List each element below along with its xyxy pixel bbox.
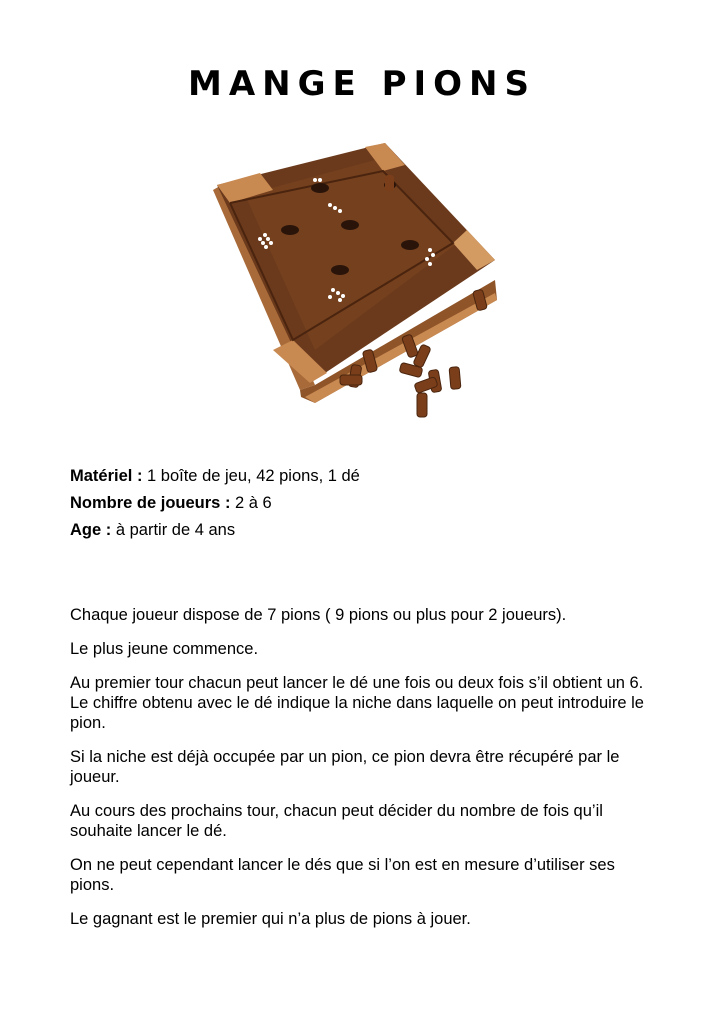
page-title: MANGE PIONS	[188, 64, 536, 104]
pawn	[449, 367, 461, 390]
materiel-value: 1 boîte de jeu, 42 pions, 1 dé	[142, 467, 360, 485]
pawn	[385, 175, 394, 191]
pawn	[417, 393, 427, 417]
rules-paragraph: Le plus jeune commence.	[70, 640, 259, 658]
age-value: à partir de 4 ans	[111, 521, 236, 539]
rules-paragraph: Si la niche est déjà occupée par un pion, ce pion devra être récupéré par le joueur.	[70, 748, 620, 786]
rules-text	[70, 605, 655, 943]
hole	[311, 183, 329, 193]
joueurs-value: 2 à 6	[230, 494, 272, 512]
info-joueurs	[70, 490, 360, 517]
rules-paragraph: Le gagnant est le premier qui n’a plus de pions à jouer.	[70, 910, 471, 928]
hole	[281, 225, 299, 235]
game-info	[70, 463, 360, 544]
hole	[341, 220, 359, 230]
rules-paragraph: Chaque joueur dispose de 7 pions ( 9 pions ou plus pour 2 joueurs).	[70, 606, 567, 624]
info-age	[70, 517, 360, 544]
materiel-label: Matériel :	[70, 467, 143, 485]
age-label: Age :	[70, 521, 112, 539]
rules-paragraph: Au premier tour chacun peut lancer le dé une fois ou deux fois s’il obtient un 6. Le chiffre obtenu avec le dé indique la niche dans laquelle on peut introduire le pion.	[70, 674, 644, 732]
game-box-photo	[205, 135, 505, 425]
hole	[401, 240, 419, 250]
hole	[331, 265, 349, 275]
rules-paragraph: On ne peut cependant lancer le dés que si l’on est en mesure d’utiliser ses pions.	[70, 856, 615, 894]
pawn	[340, 375, 362, 385]
rules-paragraph: Au cours des prochains tour, chacun peut décider du nombre de fois qu’il souhaite lancer le dé.	[70, 802, 603, 840]
info-materiel	[70, 463, 360, 490]
joueurs-label: Nombre de joueurs :	[70, 494, 231, 512]
